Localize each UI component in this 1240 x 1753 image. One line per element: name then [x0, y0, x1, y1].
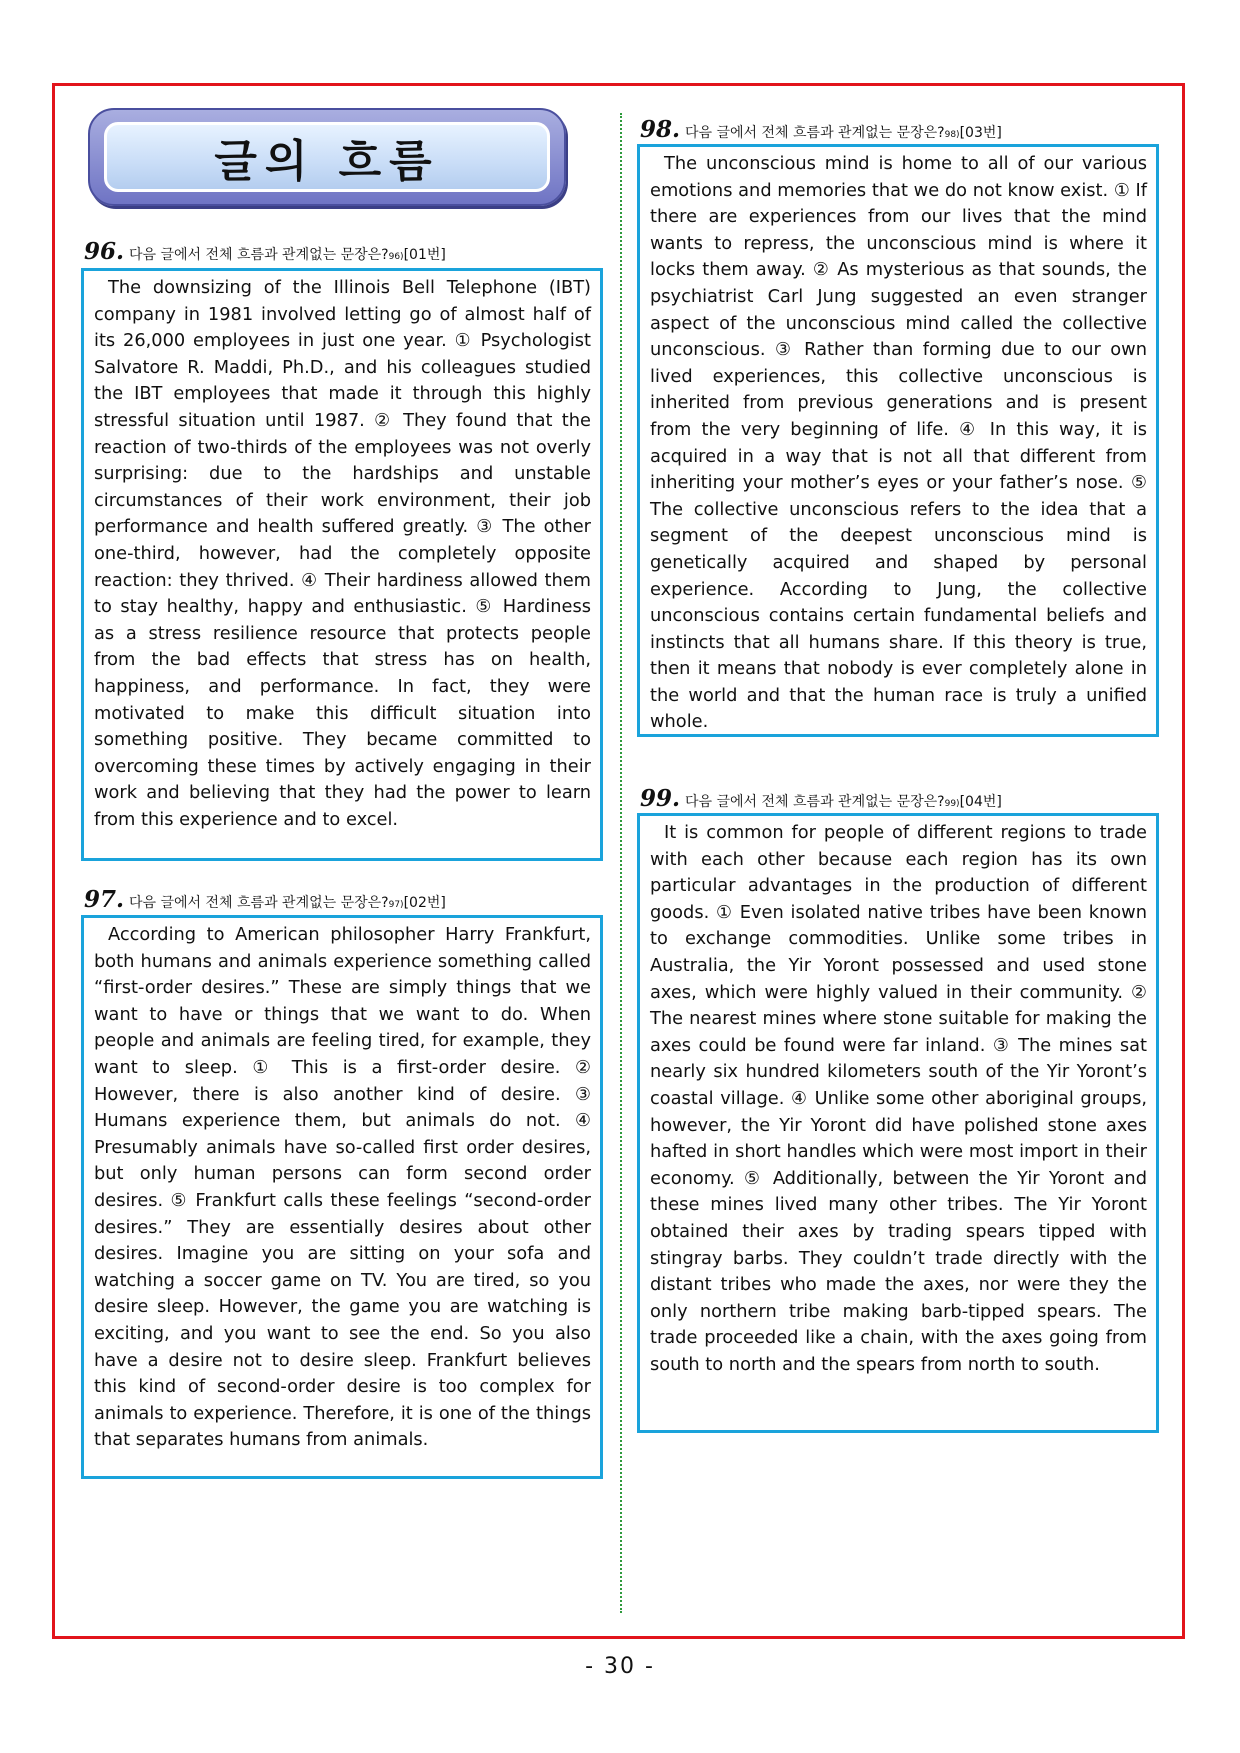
- question-97-header: [84, 886, 446, 913]
- question-97-number: 97.: [84, 886, 125, 913]
- question-97-passage: According to American philosopher Harry Frankfurt, both humans and animals experience something called “first-order desires.” These are simply things that we want to have or things that we want to do. When people and animals are feeling tired, for example, they want to sleep. ① This is a first-order desire. ② However, there is also another kind of desire. ③ Humans experience them, but animals do not. ④ Presumably animals have so-called first order desires, but only human persons can form second order desires. ⑤ Frankfurt calls these feelings “second-order desires.” They are essentially desires about other desires. Imagine you are sitting on your sofa and watching a soccer game on TV. You are tired, so you desire sleep. However, the game you are watching is exciting, and you want to see the end. So you also have a desire not to desire sleep. Frankfurt believes this kind of second-order desire is too complex for animals to experience. Therefore, it is one of the things that separates humans from animals.: [94, 924, 591, 1451]
- question-96-prompt: 다음 글에서 전체 흐름과 관계없는 문장은?: [129, 247, 389, 263]
- question-98-prompt: 다음 글에서 전체 흐름과 관계없는 문장은?: [685, 125, 945, 141]
- question-98-passage: The unconscious mind is home to all of our various emotions and memories that we do not know exist. ① If there are experiences from our lives that the mind wants to repress, the unconscious mind is where it locks them away. ② As mysterious as that sounds, the psychiatrist Carl Jung suggested an even stranger aspect of the unconscious mind called the collective unconscious. ③ Rather than forming due to our own lived experiences, this collective unconscious is inherited from previous generations and is present from the very beginning of life. ④ In this way, it is acquired in a way that is not all that different from inheriting your mother’s eyes or your father’s nose. ⑤ The collective unconscious refers to the idea that a segment of the deepest unconscious mind is genetically acquired and shaped by personal experience. According to Jung, the collective unconscious contains certain fundamental beliefs and instincts that all humans share. If this theory is true, then it means that nobody is ever completely alone in the world and that the human race is truly a unified whole.: [650, 153, 1147, 733]
- question-99-ref: 99): [944, 799, 960, 809]
- question-99-passage-box: [637, 813, 1159, 1433]
- question-98-ref: 98): [944, 130, 960, 140]
- question-96-passage-box: [81, 268, 603, 861]
- question-96-ref: 96): [388, 252, 404, 262]
- question-96-code: [01번]: [403, 247, 446, 263]
- question-98-code: [03번]: [959, 125, 1002, 141]
- question-98-number: 98.: [640, 116, 681, 143]
- question-97-code: [02번]: [403, 895, 446, 911]
- column-divider: [620, 113, 622, 1613]
- section-title: 글의 흐름: [214, 136, 440, 187]
- question-97-passage-box: [81, 915, 603, 1479]
- question-99-number: 99.: [640, 785, 681, 812]
- question-99-prompt: 다음 글에서 전체 흐름과 관계없는 문장은?: [685, 794, 945, 810]
- question-98-passage-box: [637, 144, 1159, 737]
- question-99-passage: It is common for people of different regions to trade with each other because each region has its own particular advantages in the production of different goods. ① Even isolated native tribes have been known to exchange commodities. Unlike some tribes in Australia, the Yir Yoront possessed and used stone axes, which were highly valued in their community. ② The nearest mines where stone suitable for making the axes could be found were far inland. ③ The mines sat nearly six hundred kilometers south of the Yir Yoront’s coastal village. ④ Unlike some other aboriginal groups, however, the Yir Yoront did have polished stone axes hafted in short handles which were most import in their economy. ⑤ Additionally, between the Yir Yoront and these mines lived many other tribes. The Yir Yoront obtained their axes by trading spears tipped with stingray barbs. They couldn’t trade directly with the distant tribes who made the axes, nor were they the only northern tribe making barb-tipped spears. The trade proceeded like a chain, with the axes going from south to north and the spears from north to south.: [650, 822, 1147, 1375]
- question-97-ref: 97): [388, 900, 404, 910]
- question-99-header: [640, 785, 1002, 812]
- question-96-passage: The downsizing of the Illinois Bell Telephone (IBT) company in 1981 involved letting go of almost half of its 26,000 employees in just one year. ① Psychologist Salvatore R. Maddi, Ph.D., and his colleagues studied the IBT employees that made it through this highly stressful situation until 1987. ② They found that the reaction of two-thirds of the employees was not overly surprising: due to the hardships and unstable circumstances of their work environment, their job performance and health suffered greatly. ③ The other one-third, however, had the completely opposite reaction: they thrived. ④ Their hardiness allowed them to stay healthy, happy and enthusiastic. ⑤ Hardiness as a stress resilience resource that protects people from the bad effects that stress has on health, happiness, and performance. In fact, they were motivated to make this difficult situation into something positive. They became committed to overcoming these times by actively engaging in their work and believing that they had the power to learn from this experience and to excel.: [94, 277, 591, 830]
- section-banner-inner: [104, 122, 550, 192]
- question-99-code: [04번]: [959, 794, 1002, 810]
- question-96-header: [84, 238, 446, 265]
- question-96-number: 96.: [84, 238, 125, 265]
- question-97-prompt: 다음 글에서 전체 흐름과 관계없는 문장은?: [129, 895, 389, 911]
- page-number: - 30 -: [585, 1654, 655, 1679]
- question-98-header: [640, 116, 1002, 143]
- section-banner: [88, 108, 566, 206]
